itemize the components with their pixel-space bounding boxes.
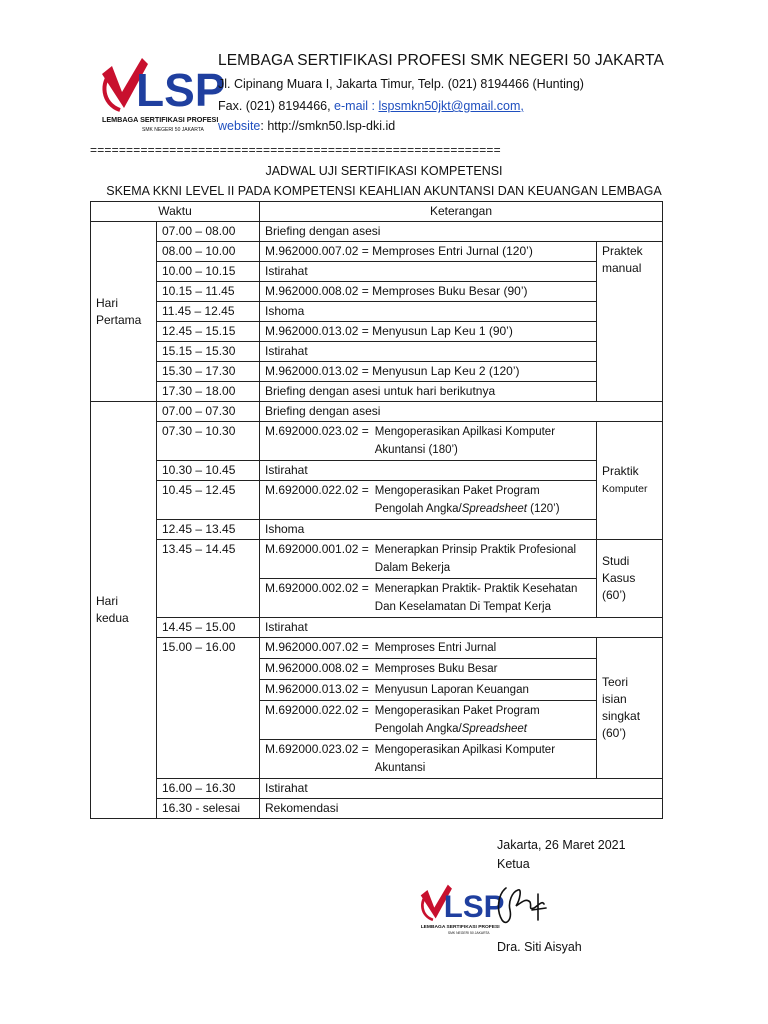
table-row: [91, 618, 663, 638]
lsp-logo: [98, 52, 226, 136]
svg-text:LSP: LSP: [443, 889, 505, 925]
activity-cell: Ishoma: [260, 520, 597, 540]
table-row: [91, 461, 663, 481]
unit-desc: Memproses Buku Besar: [374, 663, 498, 675]
email-label: e-mail :: [334, 99, 379, 113]
table-row: [91, 342, 663, 362]
schedule-table: [90, 201, 663, 819]
activity-cell: [260, 481, 597, 520]
table-row: [91, 302, 663, 322]
unit-code: M.962000.008.02 =: [265, 661, 369, 675]
activity-cell: Istirahat: [260, 779, 663, 799]
signer-name: Dra. Siti Aisyah: [497, 940, 582, 954]
unit-code: M.962000.007.02 =: [265, 640, 369, 654]
time-cell: 10.30 – 10.45: [157, 461, 260, 481]
unit-desc: Mengoperasikan Apilkasi Komputer Akuntansi: [374, 744, 556, 774]
svg-text:LSP: LSP: [136, 64, 226, 116]
website-line: [218, 119, 395, 133]
table-row: [91, 362, 663, 382]
time-cell: 15.30 – 17.30: [157, 362, 260, 382]
time-cell: 14.45 – 15.00: [157, 618, 260, 638]
activity-cell: [260, 540, 597, 579]
activity-cell: Istirahat: [260, 618, 663, 638]
activity-cell: M.962000.007.02 = Memproses Entri Jurnal (120’): [260, 242, 597, 262]
activity-cell: [260, 740, 597, 779]
lsp-stamp-logo: [418, 880, 505, 938]
praktik-komputer-note: Praktik Komputer: [597, 422, 663, 540]
unit-code: M.692000.002.02 =: [265, 581, 369, 595]
time-cell: 17.30 – 18.00: [157, 382, 260, 402]
table-row: [91, 242, 663, 262]
teori-note: Teori isian singkat (60’): [597, 638, 663, 779]
activity-cell: M.962000.013.02 = Menyusun Lap Keu 1 (90’): [260, 322, 597, 342]
unit-code: M.692000.022.02 =: [265, 483, 369, 497]
org-name: LEMBAGA SERTIFIKASI PROFESI SMK NEGERI 50 JAKARTA: [218, 52, 664, 69]
activity-cell: [260, 680, 597, 701]
fax-text: Fax. (021) 8194466,: [218, 99, 335, 113]
time-cell: 10.45 – 12.45: [157, 481, 260, 520]
unit-desc: Mengoperasikan Paket Program Pengolah Angka/Spreadsheet: [374, 705, 540, 735]
header-keterangan: Keterangan: [260, 202, 663, 222]
activity-cell: Briefing dengan asesi: [260, 222, 663, 242]
unit-desc: Menerapkan Praktik- Praktik Kesehatan Dan Keselamatan Di Tempat Kerja: [374, 583, 578, 613]
document-title: JADWAL UJI SERTIFIKASI KOMPETENSI: [265, 164, 503, 178]
table-row: [91, 402, 663, 422]
activity-cell: Rekomendasi: [260, 799, 663, 819]
table-row: [91, 540, 663, 579]
table-row: [91, 262, 663, 282]
time-cell: 13.45 – 14.45: [157, 540, 260, 618]
activity-cell: Briefing dengan asesi untuk hari berikutnya: [260, 382, 663, 402]
table-row: [91, 422, 663, 461]
time-cell: 08.00 – 10.00: [157, 242, 260, 262]
time-cell: 15.00 – 16.00: [157, 638, 260, 779]
time-cell: 16.30 - selesai: [157, 799, 260, 819]
activity-cell: Istirahat: [260, 262, 597, 282]
activity-cell: [260, 422, 597, 461]
signature-icon: [492, 880, 552, 930]
unit-desc: Menyusun Laporan Keuangan: [374, 684, 529, 696]
activity-cell: M.962000.008.02 = Memproses Buku Besar (90’): [260, 282, 597, 302]
time-cell: 15.15 – 15.30: [157, 342, 260, 362]
time-cell: 07.00 – 08.00: [157, 222, 260, 242]
table-row: [91, 799, 663, 819]
activity-cell: Istirahat: [260, 461, 597, 481]
unit-desc: Mengoperasikan Paket Program Pengolah Angka/Spreadsheet (120’): [374, 485, 560, 515]
document-subtitle: SKEMA KKNI LEVEL II PADA KOMPETENSI KEAHLIAN AKUNTANSI DAN KEUANGAN LEMBAGA: [106, 184, 662, 198]
website-url[interactable]: : http://smkn50.lsp-dki.id: [260, 119, 396, 133]
activity-cell: Briefing dengan asesi: [260, 402, 663, 422]
activity-cell: [260, 638, 597, 659]
contact-line: [218, 99, 524, 113]
header-waktu: Waktu: [91, 202, 260, 222]
unit-desc: Memproses Entri Jurnal: [374, 642, 497, 654]
time-cell: 10.15 – 11.45: [157, 282, 260, 302]
unit-desc: Mengoperasikan Apilkasi Komputer Akuntansi (180’): [374, 426, 556, 456]
unit-code: M.962000.013.02 =: [265, 682, 369, 696]
time-cell: 07.30 – 10.30: [157, 422, 260, 461]
place-date: Jakarta, 26 Maret 2021: [497, 838, 626, 852]
activity-cell: Ishoma: [260, 302, 597, 322]
day2-label: Hari kedua: [91, 402, 157, 819]
activity-cell: M.962000.013.02 = Menyusun Lap Keu 2 (120’): [260, 362, 597, 382]
svg-text:SMK NEGERI 50 JAKARTA: SMK NEGERI 50 JAKARTA: [447, 931, 490, 936]
unit-desc: Menerapkan Prinsip Praktik Profesional Dalam Bekerja: [374, 544, 577, 574]
svg-text:LEMBAGA SERTIFIKASI PROFESI: LEMBAGA SERTIFIKASI PROFESI: [420, 925, 500, 930]
table-row: [91, 222, 663, 242]
table-row: [91, 322, 663, 342]
activity-cell: [260, 579, 597, 618]
activity-cell: Istirahat: [260, 342, 597, 362]
activity-cell: [260, 659, 597, 680]
unit-code: M.692000.023.02 =: [265, 424, 369, 438]
table-header-row: [91, 202, 663, 222]
separator-line: =========================================================: [90, 143, 501, 157]
time-cell: 12.45 – 15.15: [157, 322, 260, 342]
unit-code: M.692000.022.02 =: [265, 703, 369, 717]
table-row: [91, 382, 663, 402]
unit-code: M.692000.023.02 =: [265, 742, 369, 756]
table-row: [91, 282, 663, 302]
table-row: [91, 779, 663, 799]
svg-text:SMK NEGERI 50 JAKARTA: SMK NEGERI 50 JAKARTA: [142, 127, 204, 133]
svg-text:LEMBAGA SERTIFIKASI PROFESI: LEMBAGA SERTIFIKASI PROFESI: [102, 115, 219, 124]
time-cell: 10.00 – 10.15: [157, 262, 260, 282]
table-row: [91, 638, 663, 659]
day1-label: Hari Pertama: [91, 222, 157, 402]
time-cell: 11.45 – 12.45: [157, 302, 260, 322]
unit-code: M.692000.001.02 =: [265, 542, 369, 556]
address-line: Jl. Cipinang Muara I, Jakarta Timur, Telp. (021) 8194466 (Hunting): [218, 77, 584, 91]
website-label: website: [218, 119, 261, 133]
email-link[interactable]: lspsmkn50jkt@gmail.com,: [378, 99, 524, 113]
activity-cell: [260, 701, 597, 740]
table-row: [91, 520, 663, 540]
signer-role: Ketua: [497, 857, 530, 871]
table-row: [91, 481, 663, 520]
studi-kasus-note: Studi Kasus (60’): [597, 540, 663, 618]
time-cell: 12.45 – 13.45: [157, 520, 260, 540]
time-cell: 16.00 – 16.30: [157, 779, 260, 799]
time-cell: 07.00 – 07.30: [157, 402, 260, 422]
day1-method-note: Praktek manual: [597, 242, 663, 402]
